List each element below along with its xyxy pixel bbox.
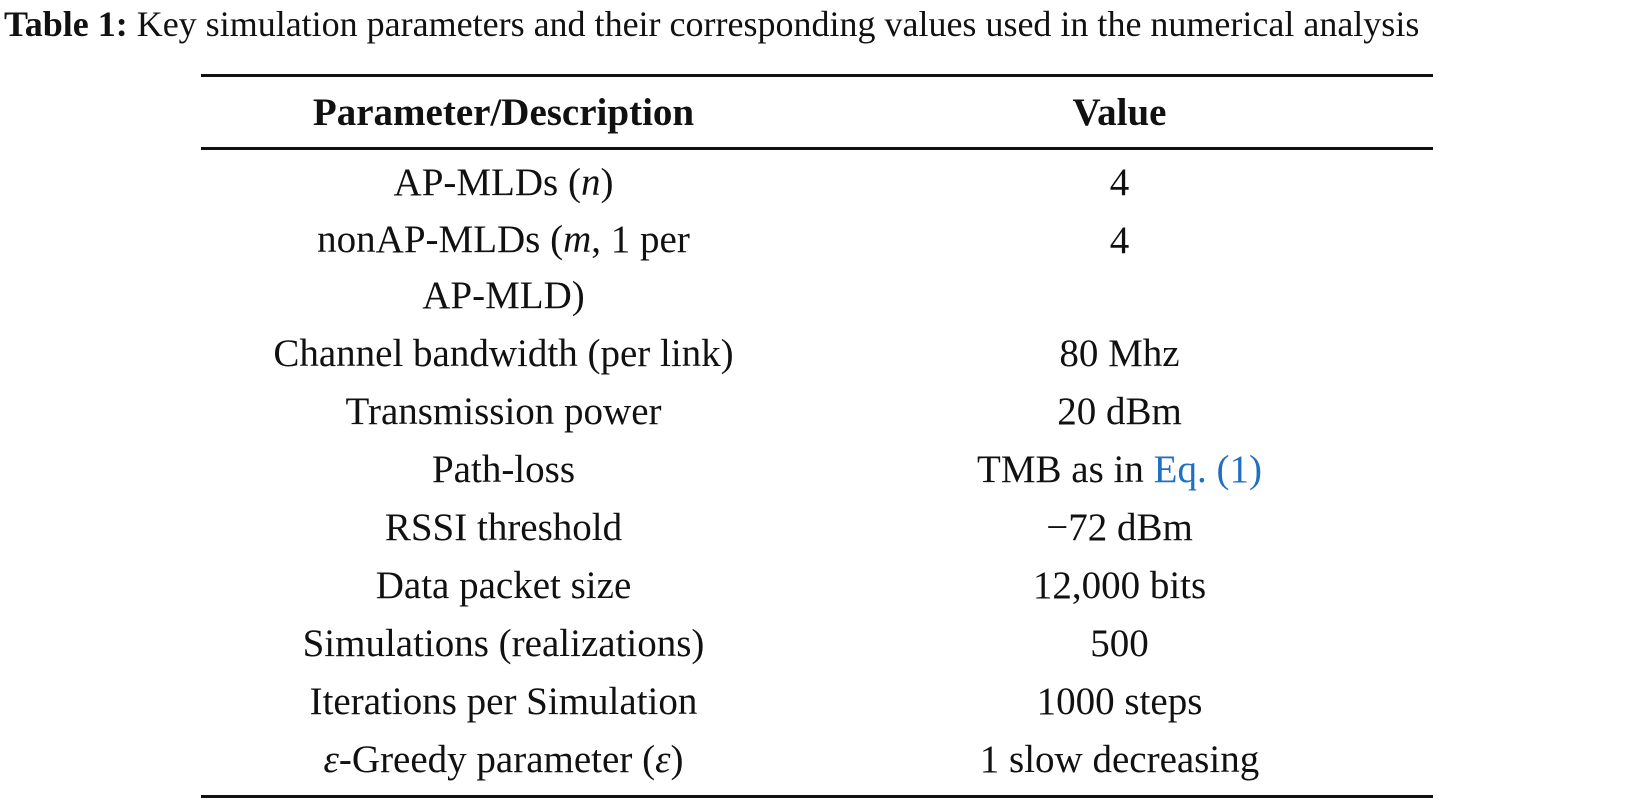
parameter-cell: Data packet size bbox=[375, 564, 632, 607]
table-row bbox=[201, 499, 1433, 557]
parameter-cell: Transmission power bbox=[345, 390, 662, 433]
parameter-cell: RSSI threshold bbox=[384, 506, 623, 549]
parameter-cell: Simulations (realizations) bbox=[302, 622, 705, 665]
caption-label: Table 1: bbox=[4, 4, 128, 44]
value-cell: −72 dBm bbox=[1046, 506, 1193, 549]
table-row bbox=[201, 441, 1433, 499]
column-header-value: Value bbox=[806, 76, 1433, 149]
value-cell bbox=[806, 441, 1433, 499]
value-cell: 4 bbox=[1109, 161, 1130, 204]
table-row bbox=[201, 325, 1433, 383]
value-cell: 80 Mhz bbox=[1059, 332, 1180, 375]
parameter-cell: Channel bandwidth (per link) bbox=[273, 332, 734, 375]
table-row bbox=[201, 615, 1433, 673]
value-cell: 12,000 bits bbox=[1032, 564, 1207, 607]
parameters-table-container bbox=[201, 74, 1433, 798]
parameter-cell: Path-loss bbox=[431, 448, 575, 491]
value-prefix: TMB as in bbox=[977, 448, 1154, 491]
value-cell: 1000 steps bbox=[1036, 680, 1203, 723]
equation-link[interactable]: Eq. (1) bbox=[1153, 448, 1262, 491]
parameter-cell bbox=[201, 149, 806, 213]
parameters-table bbox=[201, 74, 1433, 798]
caption-text: Key simulation parameters and their corresponding values used in the numerical analysis bbox=[127, 4, 1420, 44]
parameter-cell: ε-Greedy parameter (ε) bbox=[201, 731, 806, 797]
value-cell: 4 bbox=[1109, 219, 1130, 262]
table-row bbox=[201, 149, 1433, 213]
table-header-row bbox=[201, 76, 1433, 149]
parameter-cell: Iterations per Simulation bbox=[309, 680, 698, 723]
column-header-parameter: Parameter/Description bbox=[201, 76, 806, 149]
table-row bbox=[201, 731, 1433, 797]
parameter-text: AP-MLDs (n) bbox=[393, 161, 614, 204]
value-cell: 1 slow decreasing bbox=[806, 731, 1433, 797]
table-row bbox=[201, 673, 1433, 731]
parameter-text: nonAP-MLDs (m, 1 per AP-MLD) bbox=[317, 218, 690, 317]
table-row bbox=[201, 557, 1433, 615]
table-row bbox=[201, 383, 1433, 441]
parameter-cell bbox=[201, 212, 806, 325]
value-cell: 500 bbox=[1090, 622, 1149, 665]
value-cell: 20 dBm bbox=[1057, 390, 1182, 433]
table-caption bbox=[4, 0, 1630, 48]
table-row bbox=[201, 212, 1433, 325]
